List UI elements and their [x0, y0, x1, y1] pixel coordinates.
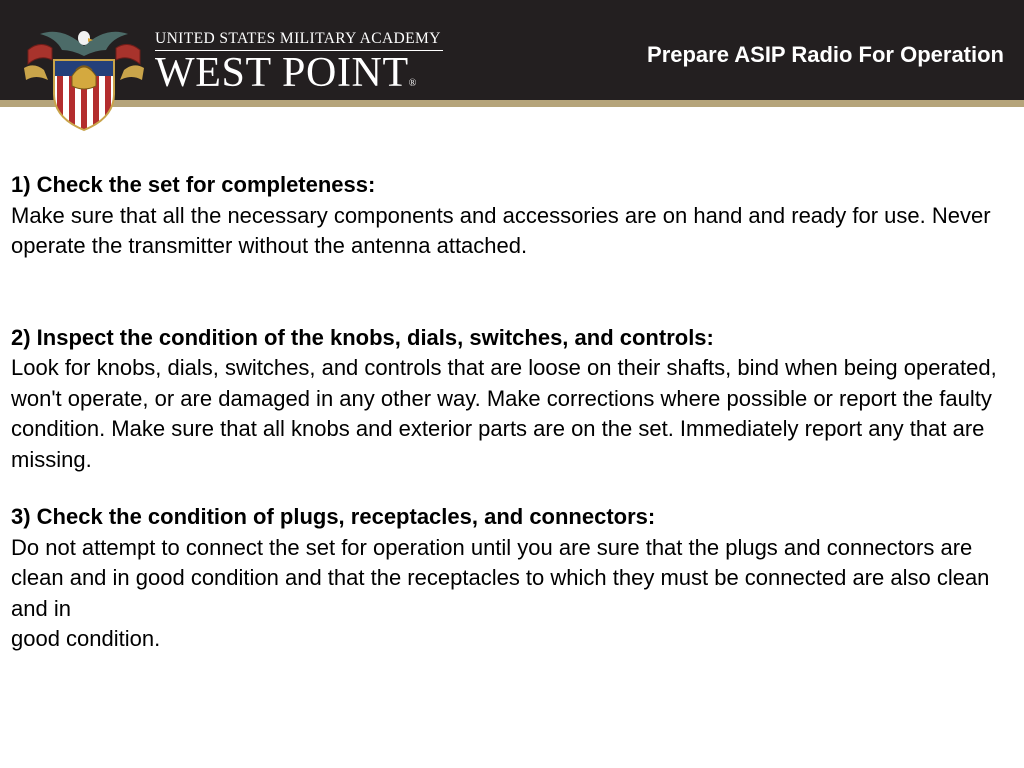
west-point-wordmark: [155, 30, 455, 106]
academy-line: UNITED STATES MILITARY ACADEMY: [155, 30, 441, 47]
step-body-tail: missing.: [11, 446, 92, 472]
step-heading: 3) Check the condition of plugs, receptacles, and connectors:: [11, 504, 656, 529]
wordmark-name: WEST POINT: [155, 50, 409, 96]
header-accent-stripe: [0, 100, 1024, 107]
crest-icon: [22, 20, 146, 132]
instructions-content: [11, 170, 1011, 655]
registered-mark: ®: [408, 78, 417, 89]
step-item: [11, 502, 1011, 655]
wordmark-text: [155, 51, 455, 106]
step-body-tail: good condition.: [11, 626, 161, 651]
step-body: Make sure that all the necessary components and accessories are on hand and ready for use. Never operate the transmitter without the antenna attached.: [11, 202, 991, 258]
step-body: Do not attempt to connect the set for operation until you are sure that the plugs and connectors are clean and in good condition and that the receptacles to which they must be connected are also clean and in: [11, 534, 990, 621]
step-item: [11, 170, 1011, 262]
step-body: Look for knobs, dials, switches, and controls that are loose on their shafts, bind when being operated, won't operate, or are damaged in any other way. Make corrections where possible or report the faulty condition. Make sure that all knobs and exterior parts are on the set. Immediately report any that are: [11, 355, 997, 441]
step-item: [11, 323, 1011, 476]
slide-title: Prepare ASIP Radio For Operation: [647, 42, 1004, 67]
step-heading: 2) Inspect the condition of the knobs, dials, switches, and controls:: [11, 324, 714, 350]
step-heading: 1) Check the set for completeness:: [11, 172, 376, 197]
